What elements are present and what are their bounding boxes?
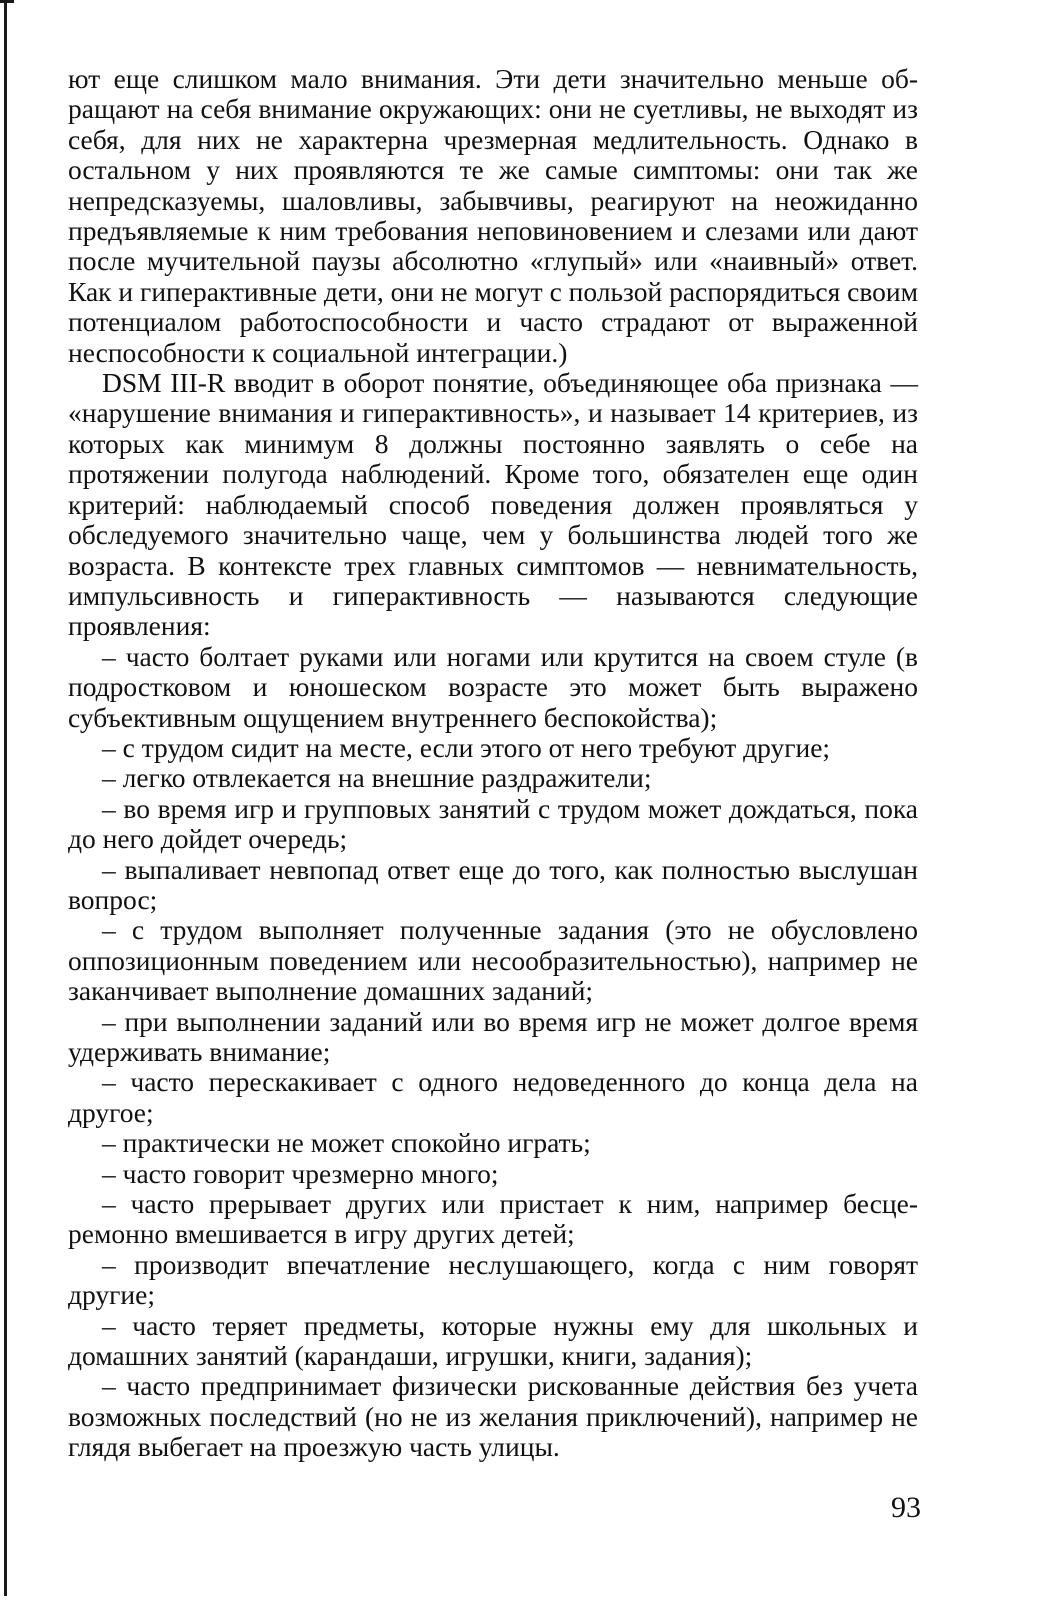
list-item: – часто болтает руками или ногами или крутится на своем стуле (в подростковом и юношеском возрасте это может быть выражено субъективным ощущением внутреннего беспокойства); bbox=[68, 640, 918, 733]
scan-edge-line bbox=[4, 0, 7, 1596]
list-item: – практически не может спокойно играть; bbox=[102, 1127, 591, 1159]
list-item: – производит впечатление неслушающего, когда с ним говорят другие; bbox=[68, 1248, 918, 1311]
scan-edge-corner bbox=[0, 0, 14, 3]
page-number: 93 bbox=[891, 1491, 921, 1524]
list-item: – часто теряет предметы, которые нужны ему для школьных и домашних занятий (карандаши, игрушки, книги, задания); bbox=[68, 1309, 918, 1372]
list-item: – с трудом сидит на месте, если этого от него требуют другие; bbox=[102, 731, 831, 763]
list-item: – часто говорит чрезмерно много; bbox=[102, 1157, 499, 1189]
list-item: – легко отвлекается на внешние раздражители; bbox=[102, 762, 652, 794]
paragraph-dsm-criteria: DSM III-R вводит в оборот понятие, объединяющее оба признака — «нарушение внимания и гиперактивность», и называет 14 критериев, из которых как минимум 8 должны постоянно заявлять о себе на протяжении полугода наблюдений. Кроме того, обязателен еще один критерий: наблюдаемый способ поведения должен проявляться у обследуемого значительно чаще, чем у большинства людей того же возраста. В контексте трех главных симптомов — невнимательность, импульсивность и гиперактивность — называются следующие проявления: bbox=[68, 367, 918, 642]
list-item: – с трудом выполняет полученные задания (это не обусловлено оппозиционным поведением или несообразительностью), например не заканчивает выполнение домашних заданий; bbox=[68, 914, 918, 1007]
list-item: – при выполнении заданий или во время игр не может долгое время удерживать внимание; bbox=[68, 1005, 918, 1067]
list-item: – во время игр и групповых занятий с трудом может дождаться, пока до него дойдет очередь; bbox=[68, 792, 918, 855]
list-item: – часто прерывает других или пристает к ним, например бесцеремонно вмешивается в игру других детей; bbox=[68, 1188, 918, 1250]
paragraph-continuation: ют еще слишком мало внимания. Эти дети значительно меньше обращают на себя внимание окружающих: они не суетливы, не выходят из себя, для них не характерна чрезмерная медлительность. Однако в остальном у них проявляются те же самые симптомы: они так же непредсказуемы, шаловливы, забывчивы, реагируют на неожиданно предъявляемые к ним требования неповиновением и слезами или дают после мучительной паузы абсолютно «глупый» или «наивный» ответ. Как и гиперактивные дети, они не могут с пользой распорядиться своим потенциалом работоспособности и часто страдают от выраженной неспособности к социальной интеграции.) bbox=[68, 63, 918, 368]
list-item: – выпаливает невпопад ответ еще до того, как полностью выслушан вопрос; bbox=[68, 853, 918, 915]
list-item: – часто предпринимает физически рискованные действия без учета возможных последствий (но не из желания приключений), например не глядя выбегает на проезжую часть улицы. bbox=[68, 1370, 918, 1463]
page-body-text bbox=[68, 64, 918, 1463]
list-item: – часто перескакивает с одного недоведенного до конца дела на другое; bbox=[68, 1066, 918, 1128]
